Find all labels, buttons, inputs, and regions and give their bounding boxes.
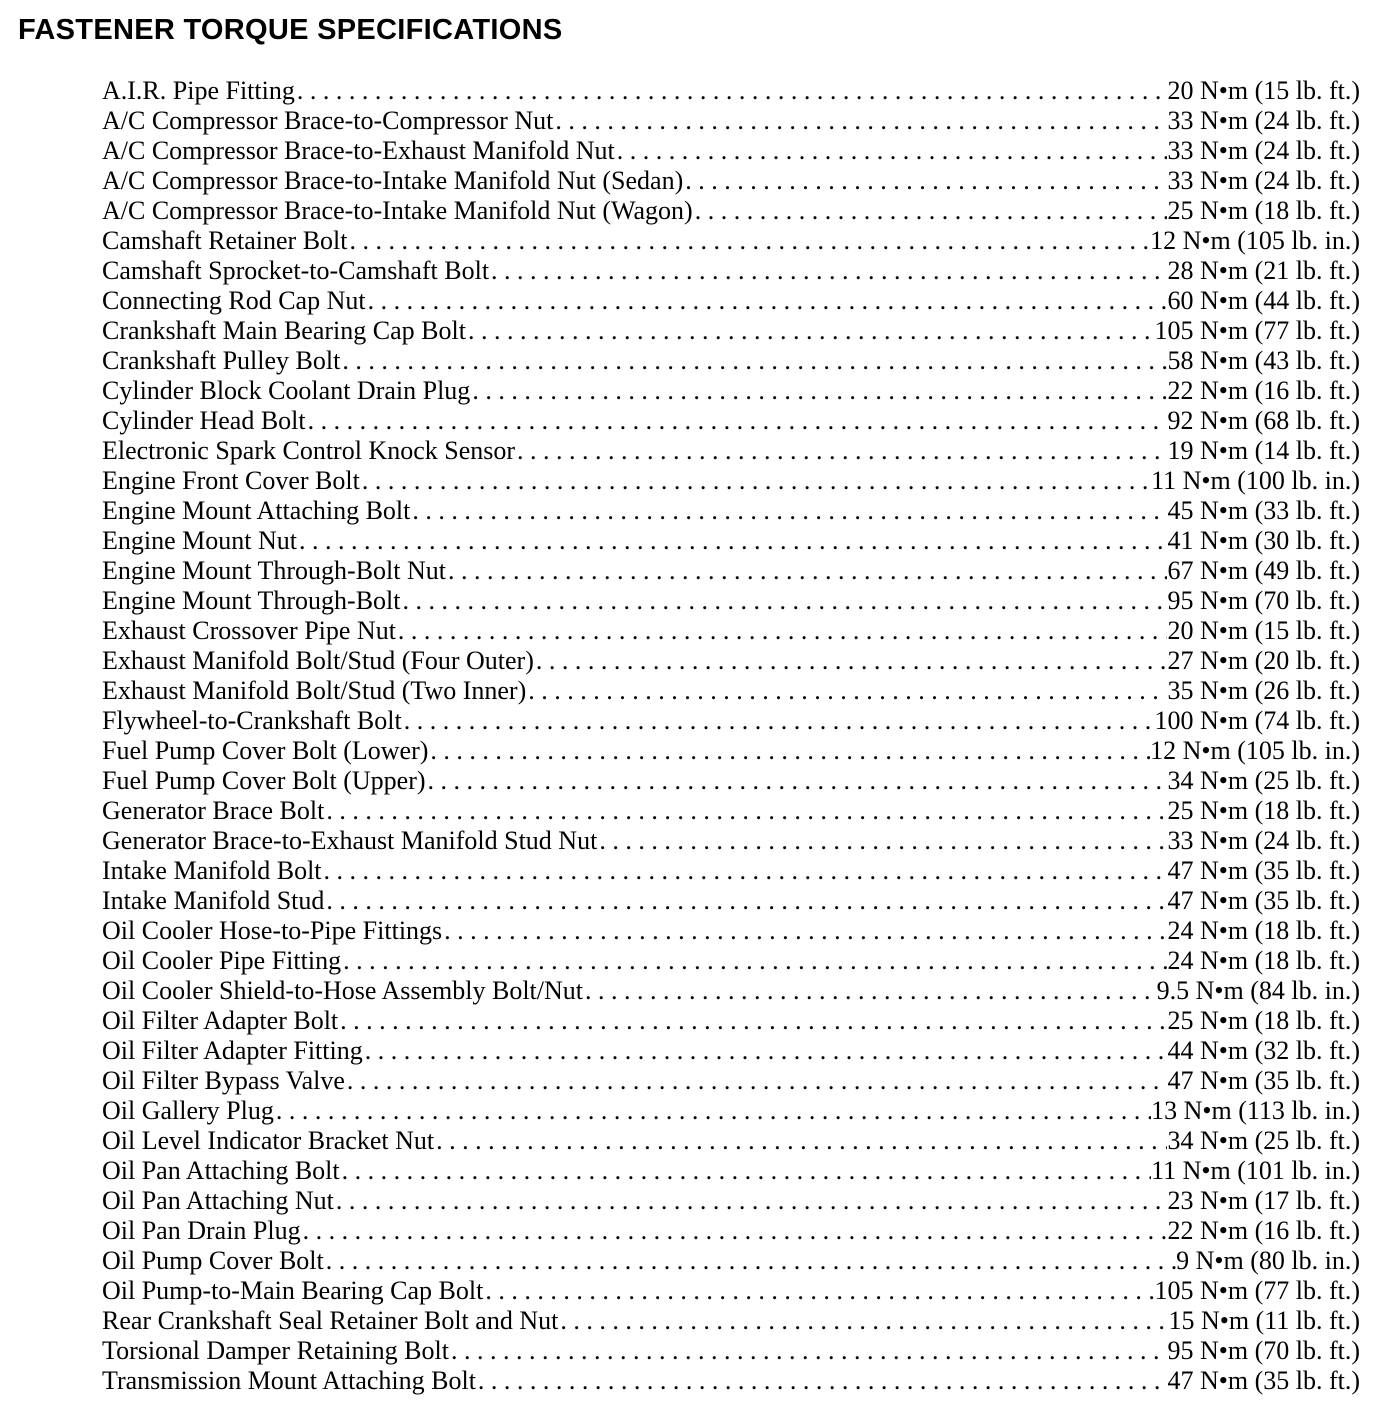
- dot-leader: [301, 1216, 1168, 1246]
- fastener-name: Oil Gallery Plug: [102, 1096, 274, 1125]
- dot-leader: [489, 256, 1167, 286]
- dot-leader: [470, 376, 1167, 406]
- torque-value: 105 N•m (77 lb. ft.): [1154, 1276, 1360, 1305]
- torque-value: 41 N•m (30 lb. ft.): [1167, 526, 1360, 555]
- dot-leader: [340, 346, 1167, 376]
- fastener-name: A/C Compressor Brace-to-Intake Manifold Nut (Sedan): [102, 166, 684, 195]
- list-item: [102, 376, 1360, 406]
- list-item: [102, 1126, 1360, 1156]
- dot-leader: [683, 166, 1167, 196]
- dot-leader: [340, 1156, 1151, 1186]
- torque-value: 95 N•m (70 lb. ft.): [1167, 1336, 1360, 1365]
- fastener-name: Electronic Spark Control Knock Sensor: [102, 436, 516, 465]
- torque-value: 25 N•m (18 lb. ft.): [1167, 1006, 1360, 1035]
- fastener-name: Oil Level Indicator Bracket Nut: [102, 1126, 435, 1155]
- fastener-name: Engine Mount Through-Bolt: [102, 586, 401, 615]
- fastener-name: Engine Mount Attaching Bolt: [102, 496, 411, 525]
- torque-value: 9 N•m (80 lb. in.): [1176, 1246, 1360, 1275]
- dot-leader: [345, 1066, 1168, 1096]
- dot-leader: [306, 406, 1168, 436]
- fastener-name: Oil Pan Drain Plug: [102, 1216, 301, 1245]
- list-item: [102, 226, 1360, 256]
- torque-value: 60 N•m (44 lb. ft.): [1167, 286, 1360, 315]
- fastener-name: Oil Filter Adapter Fitting: [102, 1036, 363, 1065]
- page-title: FASTENER TORQUE SPECIFICATIONS: [18, 14, 563, 46]
- torque-value: 22 N•m (16 lb. ft.): [1167, 376, 1360, 405]
- dot-leader: [442, 916, 1167, 946]
- list-item: [102, 1276, 1360, 1306]
- list-item: [102, 796, 1360, 826]
- torque-value: 12 N•m (105 lb. in.): [1150, 736, 1360, 765]
- list-item: [102, 1216, 1360, 1246]
- list-item: [102, 1006, 1360, 1036]
- torque-value: 9.5 N•m (84 lb. in.): [1156, 976, 1360, 1005]
- dot-leader: [363, 1036, 1168, 1066]
- list-item: [102, 196, 1360, 226]
- fastener-name: Engine Front Cover Bolt: [102, 466, 360, 495]
- torque-value: 95 N•m (70 lb. ft.): [1167, 586, 1360, 615]
- dot-leader: [348, 226, 1151, 256]
- list-item: [102, 646, 1360, 676]
- dot-leader: [449, 1336, 1168, 1366]
- torque-value: 11 N•m (100 lb. in.): [1151, 466, 1360, 495]
- list-item: [102, 736, 1360, 766]
- fastener-name: Oil Cooler Shield-to-Hose Assembly Bolt/Nut: [102, 976, 583, 1005]
- fastener-name: Camshaft Sprocket-to-Camshaft Bolt: [102, 256, 490, 285]
- torque-value: 44 N•m (32 lb. ft.): [1167, 1036, 1360, 1065]
- fastener-name: Transmission Mount Attaching Bolt: [102, 1366, 476, 1395]
- fastener-name: Exhaust Crossover Pipe Nut: [102, 616, 396, 645]
- fastener-name: Engine Mount Through-Bolt Nut: [102, 556, 447, 585]
- torque-value: 47 N•m (35 lb. ft.): [1167, 1066, 1360, 1095]
- list-item: [102, 76, 1360, 106]
- dot-leader: [396, 616, 1168, 646]
- dot-leader: [401, 586, 1168, 616]
- fastener-name: Rear Crankshaft Seal Retainer Bolt and Nut: [102, 1306, 559, 1335]
- list-item: [102, 1096, 1360, 1126]
- dot-leader: [446, 556, 1167, 586]
- list-item: [102, 886, 1360, 916]
- list-item: [102, 1186, 1360, 1216]
- torque-value: 33 N•m (24 lb. ft.): [1167, 106, 1360, 135]
- torque-value: 105 N•m (77 lb. ft.): [1154, 316, 1360, 345]
- fastener-name: Crankshaft Main Bearing Cap Bolt: [102, 316, 466, 345]
- torque-value: 23 N•m (17 lb. ft.): [1167, 1186, 1360, 1215]
- fastener-name: Oil Pan Attaching Nut: [102, 1186, 334, 1215]
- torque-value: 58 N•m (43 lb. ft.): [1167, 346, 1360, 375]
- dot-leader: [558, 1306, 1168, 1336]
- dot-leader: [553, 106, 1167, 136]
- torque-value: 25 N•m (18 lb. ft.): [1167, 796, 1360, 825]
- dot-leader: [322, 856, 1168, 886]
- fastener-name: Exhaust Manifold Bolt/Stud (Four Outer): [102, 646, 534, 675]
- fastener-name: Oil Pump-to-Main Bearing Cap Bolt: [102, 1276, 484, 1305]
- list-item: [102, 316, 1360, 346]
- list-item: [102, 136, 1360, 166]
- dot-leader: [526, 676, 1167, 706]
- dot-leader: [341, 946, 1167, 976]
- fastener-name: Torsional Damper Retaining Bolt: [102, 1336, 449, 1365]
- torque-value: 27 N•m (20 lb. ft.): [1167, 646, 1360, 675]
- dot-leader: [324, 1246, 1176, 1276]
- dot-leader: [338, 1006, 1167, 1036]
- list-item: [102, 106, 1360, 136]
- fastener-name: A/C Compressor Brace-to-Compressor Nut: [102, 106, 554, 135]
- list-item: [102, 706, 1360, 736]
- dot-leader: [402, 706, 1155, 736]
- list-item: [102, 1306, 1360, 1336]
- dot-leader: [476, 1366, 1168, 1396]
- fastener-name: Intake Manifold Stud: [102, 886, 325, 915]
- list-item: [102, 556, 1360, 586]
- fastener-name: Connecting Rod Cap Nut: [102, 286, 366, 315]
- fastener-name: Generator Brace Bolt: [102, 796, 325, 825]
- fastener-name: Cylinder Block Coolant Drain Plug: [102, 376, 471, 405]
- torque-value: 15 N•m (11 lb. ft.): [1168, 1306, 1360, 1335]
- dot-leader: [434, 1126, 1167, 1156]
- torque-value: 92 N•m (68 lb. ft.): [1167, 406, 1360, 435]
- torque-value: 47 N•m (35 lb. ft.): [1167, 1366, 1360, 1395]
- dot-leader: [466, 316, 1155, 346]
- dot-leader: [615, 136, 1168, 166]
- list-item: [102, 976, 1360, 1006]
- fastener-name: Exhaust Manifold Bolt/Stud (Two Inner): [102, 676, 527, 705]
- torque-value: 33 N•m (24 lb. ft.): [1167, 166, 1360, 195]
- fastener-name: Flywheel-to-Crankshaft Bolt: [102, 706, 402, 735]
- torque-value: 19 N•m (14 lb. ft.): [1167, 436, 1360, 465]
- torque-value: 67 N•m (49 lb. ft.): [1167, 556, 1360, 585]
- dot-leader: [324, 796, 1167, 826]
- list-item: [102, 1366, 1360, 1396]
- torque-value: 25 N•m (18 lb. ft.): [1167, 196, 1360, 225]
- torque-value: 20 N•m (15 lb. ft.): [1167, 76, 1360, 105]
- list-item: [102, 406, 1360, 436]
- torque-value: 35 N•m (26 lb. ft.): [1167, 676, 1360, 705]
- list-item: [102, 526, 1360, 556]
- torque-value: 34 N•m (25 lb. ft.): [1167, 1126, 1360, 1155]
- dot-leader: [360, 466, 1151, 496]
- list-item: [102, 466, 1360, 496]
- list-item: [102, 1036, 1360, 1066]
- torque-value: 47 N•m (35 lb. ft.): [1167, 886, 1360, 915]
- torque-value: 13 N•m (113 lb. in.): [1151, 1096, 1360, 1125]
- fastener-name: A/C Compressor Brace-to-Exhaust Manifold Nut: [102, 136, 615, 165]
- fastener-name: Crankshaft Pulley Bolt: [102, 346, 341, 375]
- dot-leader: [515, 436, 1167, 466]
- torque-value: 45 N•m (33 lb. ft.): [1167, 496, 1360, 525]
- torque-spec-list: [102, 76, 1360, 1396]
- fastener-name: Engine Mount Nut: [102, 526, 297, 555]
- torque-value: 20 N•m (15 lb. ft.): [1167, 616, 1360, 645]
- fastener-name: Generator Brace-to-Exhaust Manifold Stud Nut: [102, 826, 598, 855]
- fastener-name: Cylinder Head Bolt: [102, 406, 306, 435]
- torque-value: 34 N•m (25 lb. ft.): [1167, 766, 1360, 795]
- list-item: [102, 676, 1360, 706]
- list-item: [102, 856, 1360, 886]
- torque-value: 28 N•m (21 lb. ft.): [1167, 256, 1360, 285]
- dot-leader: [274, 1096, 1151, 1126]
- dot-leader: [366, 286, 1168, 316]
- torque-value: 47 N•m (35 lb. ft.): [1167, 856, 1360, 885]
- fastener-name: Oil Pump Cover Bolt: [102, 1246, 324, 1275]
- dot-leader: [334, 1186, 1168, 1216]
- list-item: [102, 826, 1360, 856]
- dot-leader: [483, 1276, 1154, 1306]
- dot-leader: [693, 196, 1168, 226]
- fastener-name: A.I.R. Pipe Fitting: [102, 76, 295, 105]
- dot-leader: [324, 886, 1167, 916]
- list-item: [102, 256, 1360, 286]
- list-item: [102, 916, 1360, 946]
- dot-leader: [428, 736, 1150, 766]
- dot-leader: [597, 826, 1167, 856]
- list-item: [102, 166, 1360, 196]
- fastener-name: Oil Cooler Hose-to-Pipe Fittings: [102, 916, 443, 945]
- fastener-name: Fuel Pump Cover Bolt (Lower): [102, 736, 429, 765]
- fastener-name: Oil Pan Attaching Bolt: [102, 1156, 340, 1185]
- list-item: [102, 616, 1360, 646]
- dot-leader: [410, 496, 1167, 526]
- torque-value: 12 N•m (105 lb. in.): [1150, 226, 1360, 255]
- list-item: [102, 586, 1360, 616]
- fastener-name: Intake Manifold Bolt: [102, 856, 322, 885]
- fastener-name: Fuel Pump Cover Bolt (Upper): [102, 766, 426, 795]
- dot-leader: [295, 76, 1168, 106]
- list-item: [102, 1156, 1360, 1186]
- fastener-name: A/C Compressor Brace-to-Intake Manifold Nut (Wagon): [102, 196, 693, 225]
- list-item: [102, 1246, 1360, 1276]
- torque-value: 11 N•m (101 lb. in.): [1151, 1156, 1360, 1185]
- torque-value: 24 N•m (18 lb. ft.): [1167, 946, 1360, 975]
- list-item: [102, 1066, 1360, 1096]
- torque-value: 24 N•m (18 lb. ft.): [1167, 916, 1360, 945]
- list-item: [102, 496, 1360, 526]
- fastener-name: Oil Filter Adapter Bolt: [102, 1006, 339, 1035]
- dot-leader: [583, 976, 1157, 1006]
- list-item: [102, 766, 1360, 796]
- torque-value: 100 N•m (74 lb. ft.): [1154, 706, 1360, 735]
- torque-value: 33 N•m (24 lb. ft.): [1167, 136, 1360, 165]
- torque-value: 33 N•m (24 lb. ft.): [1167, 826, 1360, 855]
- dot-leader: [426, 766, 1168, 796]
- list-item: [102, 286, 1360, 316]
- fastener-name: Oil Cooler Pipe Fitting: [102, 946, 342, 975]
- list-item: [102, 346, 1360, 376]
- fastener-name: Oil Filter Bypass Valve: [102, 1066, 345, 1095]
- list-item: [102, 946, 1360, 976]
- torque-value: 22 N•m (16 lb. ft.): [1167, 1216, 1360, 1245]
- dot-leader: [534, 646, 1168, 676]
- list-item: [102, 436, 1360, 466]
- list-item: [102, 1336, 1360, 1366]
- dot-leader: [297, 526, 1167, 556]
- fastener-name: Camshaft Retainer Bolt: [102, 226, 348, 255]
